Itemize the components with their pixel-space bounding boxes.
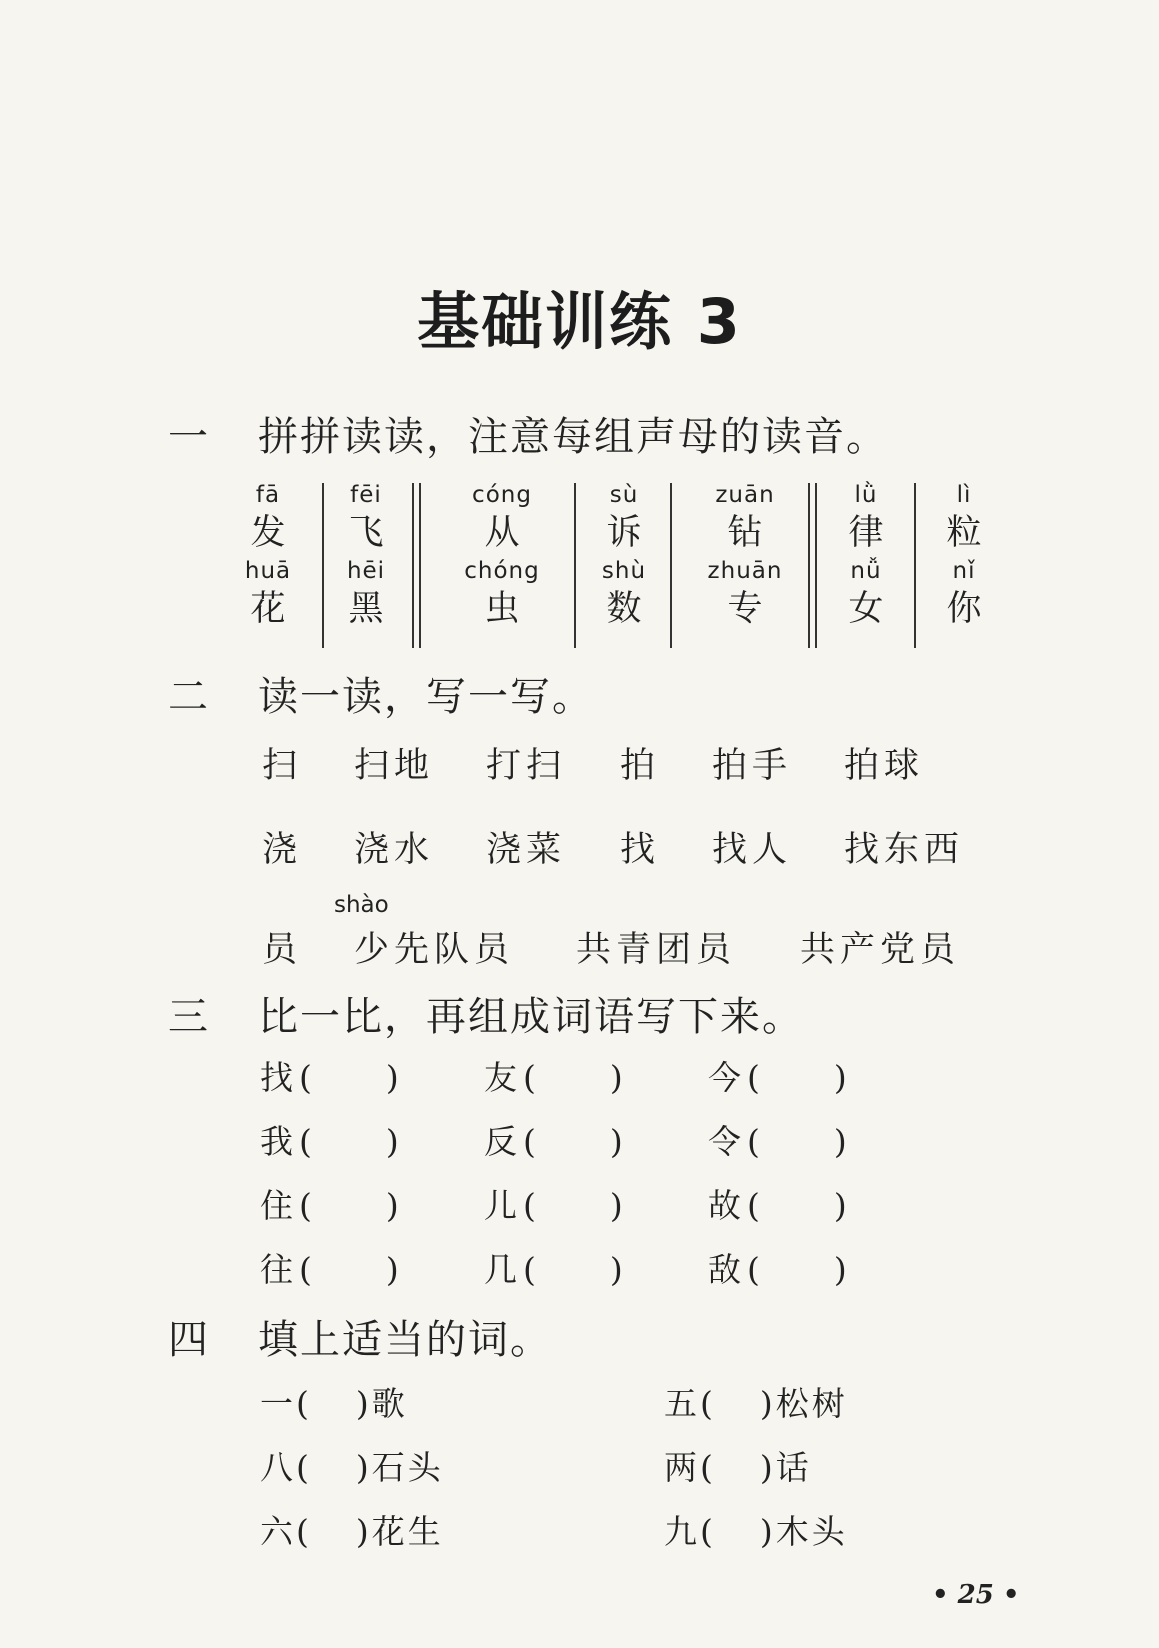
fill-item: 八( )石头: [260, 1448, 444, 1487]
word: 扫: [262, 746, 303, 786]
suffix: 话: [775, 1448, 812, 1487]
pinyin-group: [320, 480, 412, 632]
hanzi: 女: [848, 589, 884, 629]
divider: [815, 483, 817, 648]
word: 找人: [712, 830, 793, 870]
word: 拍球: [844, 746, 925, 786]
word: 共青团员: [576, 930, 737, 970]
hanzi: 粒: [946, 513, 982, 553]
word: 找东西: [844, 830, 965, 870]
hanzi: 你: [946, 589, 982, 629]
compare-item: 友 ( ): [484, 1058, 623, 1097]
char: 几: [484, 1250, 517, 1289]
pinyin: zuān: [715, 482, 775, 508]
hanzi: 律: [848, 513, 884, 553]
divider: [670, 483, 672, 648]
divider: [412, 483, 414, 648]
char: 敌: [708, 1250, 741, 1289]
pinyin-group: [916, 480, 1012, 632]
word: 浇: [262, 830, 303, 870]
pinyin: fā: [255, 482, 281, 508]
hanzi: 钻: [727, 513, 763, 553]
pinyin: sù: [609, 482, 639, 508]
char: 令: [708, 1122, 741, 1161]
hanzi: 发: [250, 513, 286, 553]
compare-item: 往 ( ): [260, 1250, 399, 1289]
hanzi: 飞: [348, 513, 384, 553]
prefix: 八: [260, 1448, 296, 1487]
compare-item: 敌 ( ): [708, 1250, 847, 1289]
section-2-instruction: 读一读，写一写。: [258, 674, 594, 720]
suffix: 木头: [775, 1512, 848, 1551]
pinyin-group: [442, 480, 562, 632]
pinyin-group: [818, 480, 914, 632]
word: 少先队员: [354, 930, 515, 970]
char: 儿: [484, 1186, 517, 1225]
compare-item: 住 ( ): [260, 1186, 399, 1225]
prefix: 五: [664, 1384, 700, 1423]
char: 今: [708, 1058, 741, 1097]
hanzi: 专: [727, 589, 763, 629]
hanzi: 黑: [348, 589, 384, 629]
hanzi: 花: [250, 589, 286, 629]
word: 扫地: [354, 746, 435, 786]
suffix: 松树: [775, 1384, 848, 1423]
prefix: 两: [664, 1448, 700, 1487]
pinyin-group: [222, 480, 314, 632]
prefix: 一: [260, 1384, 296, 1423]
pinyin: nǐ: [952, 558, 976, 584]
divider: [574, 483, 576, 648]
compare-item: 反 ( ): [484, 1122, 623, 1161]
pinyin: fēi: [350, 482, 382, 508]
compare-item: 令 ( ): [708, 1122, 847, 1161]
pinyin: lì: [956, 482, 972, 508]
pinyin: nǚ: [850, 558, 882, 584]
prefix: 六: [260, 1512, 296, 1551]
pinyin: hēi: [346, 558, 386, 584]
hanzi: 诉: [606, 513, 642, 553]
divider: [808, 483, 810, 648]
hanzi: 从: [484, 513, 520, 553]
hanzi: 数: [606, 589, 642, 629]
fill-item: 一( )歌: [260, 1384, 408, 1423]
hanzi: 虫: [484, 589, 520, 629]
compare-item: 几 ( ): [484, 1250, 623, 1289]
section-3-instruction: 比一比，再组成词语写下来。: [258, 994, 804, 1040]
word: 浇水: [354, 830, 435, 870]
suffix: 石头: [371, 1448, 444, 1487]
section-4-instruction: 填上适当的词。: [258, 1317, 552, 1363]
word: 拍: [620, 746, 661, 786]
char: 住: [260, 1186, 293, 1225]
word: 找: [620, 830, 661, 870]
compare-item: 今 ( ): [708, 1058, 847, 1097]
pinyin: shù: [601, 558, 647, 584]
word: 打扫: [486, 746, 567, 786]
page-title: 基础训练 3: [417, 285, 742, 358]
section-2-number: 二: [168, 674, 208, 720]
suffix: 歌: [371, 1384, 408, 1423]
pinyin: chóng: [464, 558, 540, 584]
word: 员: [262, 930, 303, 970]
compare-item: 儿 ( ): [484, 1186, 623, 1225]
compare-item: 故 ( ): [708, 1186, 847, 1225]
char: 故: [708, 1186, 741, 1225]
fill-item: 九( )木头: [664, 1512, 848, 1551]
pinyin-group: [684, 480, 806, 632]
suffix: 花生: [371, 1512, 444, 1551]
section-1-instruction: 拼拼读读，注意每组声母的读音。: [258, 414, 888, 460]
page-number: • 25 •: [932, 1580, 1020, 1610]
pinyin-group: [578, 480, 670, 632]
pinyin: zhuān: [707, 558, 783, 584]
section-3-number: 三: [168, 994, 208, 1040]
pinyin-annotation: shào: [334, 892, 389, 918]
prefix: 九: [664, 1512, 700, 1551]
fill-item: 五( )松树: [664, 1384, 848, 1423]
char: 反: [484, 1122, 517, 1161]
pinyin: cóng: [472, 482, 532, 508]
fill-item: 六( )花生: [260, 1512, 444, 1551]
word: 拍手: [712, 746, 793, 786]
compare-item: 我 ( ): [260, 1122, 399, 1161]
section-4-number: 四: [168, 1317, 208, 1363]
section-1-number: 一: [168, 414, 208, 460]
pinyin: lǜ: [854, 482, 878, 508]
char: 友: [484, 1058, 517, 1097]
fill-item: 两( )话: [664, 1448, 812, 1487]
compare-item: 找 ( ): [260, 1058, 399, 1097]
char: 往: [260, 1250, 293, 1289]
word: 浇菜: [486, 830, 567, 870]
divider: [419, 483, 421, 648]
pinyin: huā: [244, 558, 292, 584]
char: 我: [260, 1122, 293, 1161]
word: 共产党员: [800, 930, 961, 970]
char: 找: [260, 1058, 293, 1097]
